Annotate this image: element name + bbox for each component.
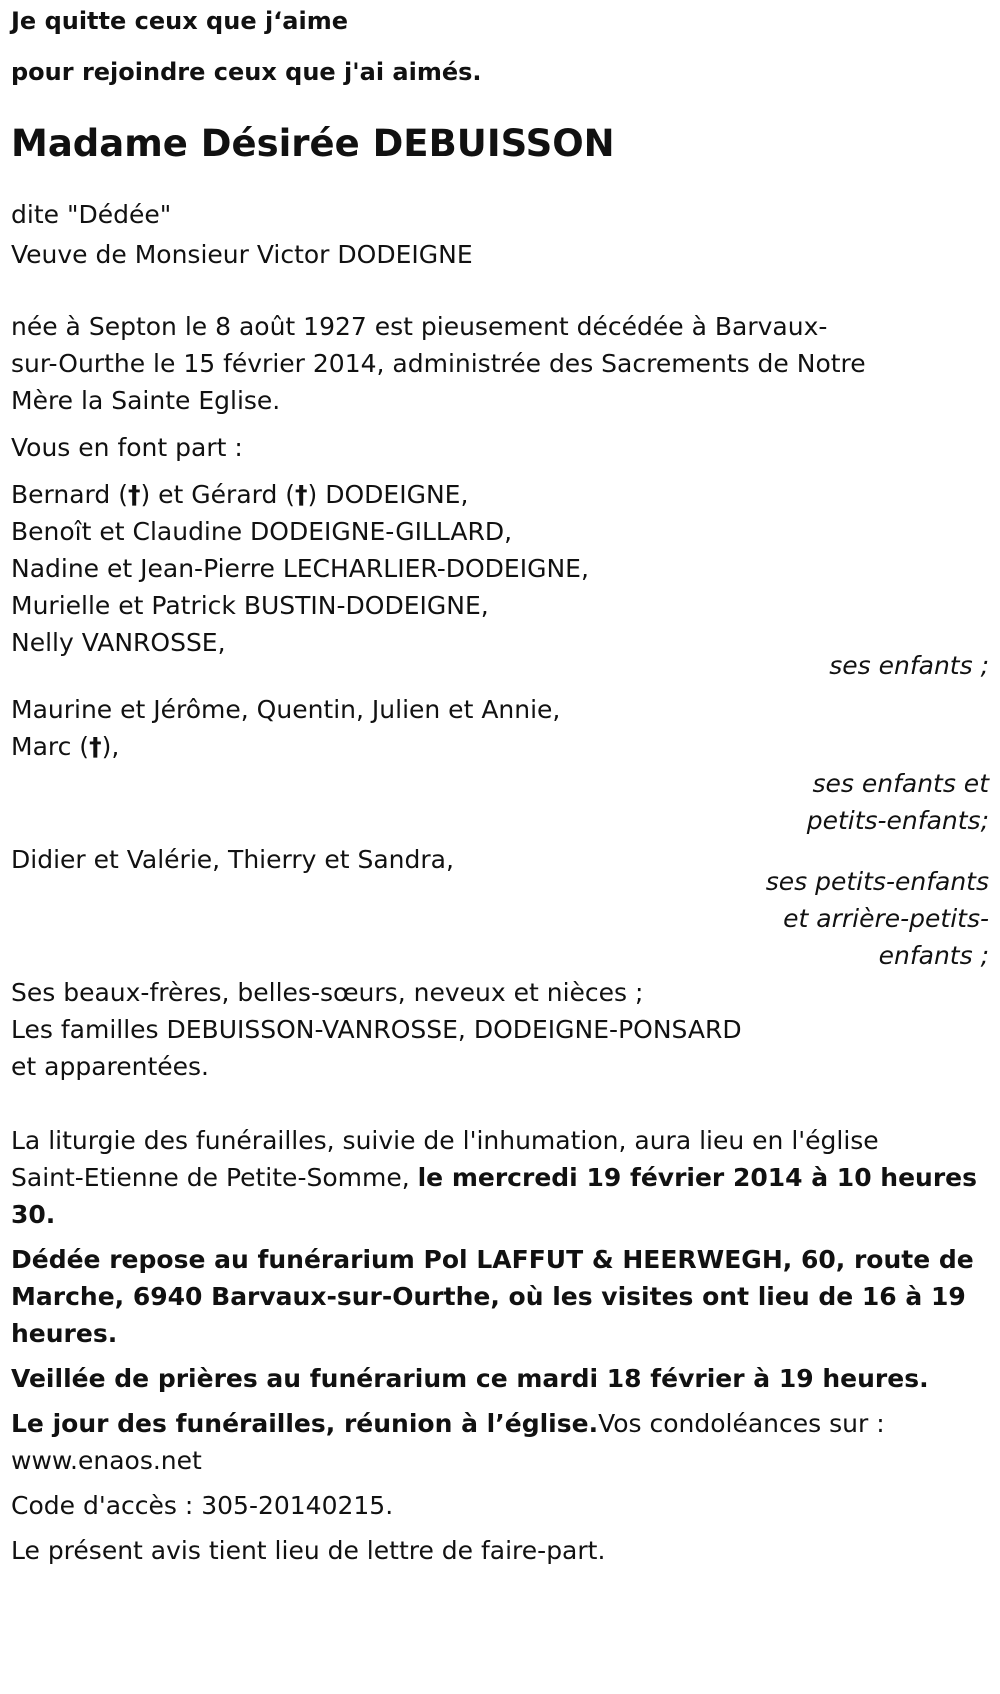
family-line-2: Les familles DEBUISSON-VANROSSE, DODEIGNE-PONSARD xyxy=(11,1015,742,1044)
nickname: dite "Dédée" xyxy=(11,200,172,229)
children-relation: ses enfants ; xyxy=(829,651,989,680)
children-line-2: Benoît et Claudine DODEIGNE-GILLARD, xyxy=(11,517,513,546)
announce-intro: Vous en font part : xyxy=(11,433,243,462)
rest-paragraph xyxy=(11,1241,989,1352)
birth-death-paragraph xyxy=(11,308,989,419)
cross-icon: † xyxy=(127,480,141,509)
epigraph-line-1: Je quitte ceux que j‘aime xyxy=(11,7,349,35)
vigil: Veillée de prières au funérarium ce mardi 18 février à 19 heures. xyxy=(11,1364,929,1393)
epigraph xyxy=(11,0,989,98)
children-line-3: Nadine et Jean-Pierre LECHARLIER-DODEIGNE, xyxy=(11,554,589,583)
birth-death-line-1: née à Septon le 8 août 1927 est pieusement décédée à Barvaux- xyxy=(11,312,828,341)
children-line-5: Nelly VANROSSE, xyxy=(11,628,226,657)
grandchildren-block xyxy=(11,691,989,839)
birth-death-line-3: Mère la Sainte Eglise. xyxy=(11,386,281,415)
grandchildren-line-1: Maurine et Jérôme, Quentin, Julien et Annie, xyxy=(11,695,561,724)
condolences-text: Vos condoléances sur : xyxy=(598,1409,885,1438)
gathering-bold: Le jour des funérailles, réunion à l’église. xyxy=(11,1409,599,1438)
great-grandchildren-block xyxy=(11,841,989,974)
cross-icon: † xyxy=(89,732,102,761)
great-grandchildren-line-1: Didier et Valérie, Thierry et Sandra, xyxy=(11,845,454,874)
great-grandchildren-relation-3: enfants ; xyxy=(878,941,989,970)
rest-line-3: heures. xyxy=(11,1319,118,1348)
children-line-4: Murielle et Patrick BUSTIN-DODEIGNE, xyxy=(11,591,489,620)
cross-icon: † xyxy=(295,480,308,509)
family-line-1: Ses beaux-frères, belles-sœurs, neveux et nièces ; xyxy=(11,978,644,1007)
great-grandchildren-relation-1: ses petits-enfants xyxy=(765,867,989,896)
children-block xyxy=(11,476,989,684)
funeral-date: le mercredi 19 février 2014 à 10 heures xyxy=(417,1163,978,1192)
funeral-line-2: Saint-Etienne de Petite-Somme, le mercredi 19 février 2014 à 10 heures xyxy=(11,1163,978,1192)
funeral-line-3: 30. xyxy=(11,1200,56,1229)
birth-death-line-2: sur-Ourthe le 15 février 2014, administrée des Sacrements de Notre xyxy=(11,349,866,378)
funeral-paragraph xyxy=(11,1122,989,1233)
website-link[interactable]: www.enaos.net xyxy=(11,1446,202,1475)
children-line-1: Bernard (†) et Gérard (†) DODEIGNE, xyxy=(11,480,469,509)
funeral-line-1: La liturgie des funérailles, suivie de l'inhumation, aura lieu en l'église xyxy=(11,1126,879,1155)
spouse: Veuve de Monsieur Victor DODEIGNE xyxy=(11,240,473,269)
grandchildren-relation-1: ses enfants et xyxy=(812,769,989,798)
grandchildren-relation-2: petits-enfants; xyxy=(806,806,989,835)
deceased-details xyxy=(11,195,989,275)
family-block xyxy=(11,974,989,1085)
gathering-paragraph xyxy=(11,1405,989,1479)
deceased-name: Madame Désirée DEBUISSON xyxy=(11,122,615,165)
closing-note: Le présent avis tient lieu de lettre de faire-part. xyxy=(11,1536,606,1565)
grandchildren-line-2: Marc (†), xyxy=(11,732,120,761)
epigraph-line-2: pour rejoindre ceux que j'ai aimés. xyxy=(11,58,482,86)
rest-line-1: Dédée repose au funérarium Pol LAFFUT & HEERWEGH, 60, route de xyxy=(11,1245,974,1274)
rest-line-2: Marche, 6940 Barvaux-sur-Ourthe, où les visites ont lieu de 16 à 19 xyxy=(11,1282,966,1311)
great-grandchildren-relation-2: et arrière-petits- xyxy=(783,904,989,933)
family-line-3: et apparentées. xyxy=(11,1052,209,1081)
access-code: Code d'accès : 305-20140215. xyxy=(11,1491,394,1520)
gathering-line-1 xyxy=(11,1405,989,1442)
